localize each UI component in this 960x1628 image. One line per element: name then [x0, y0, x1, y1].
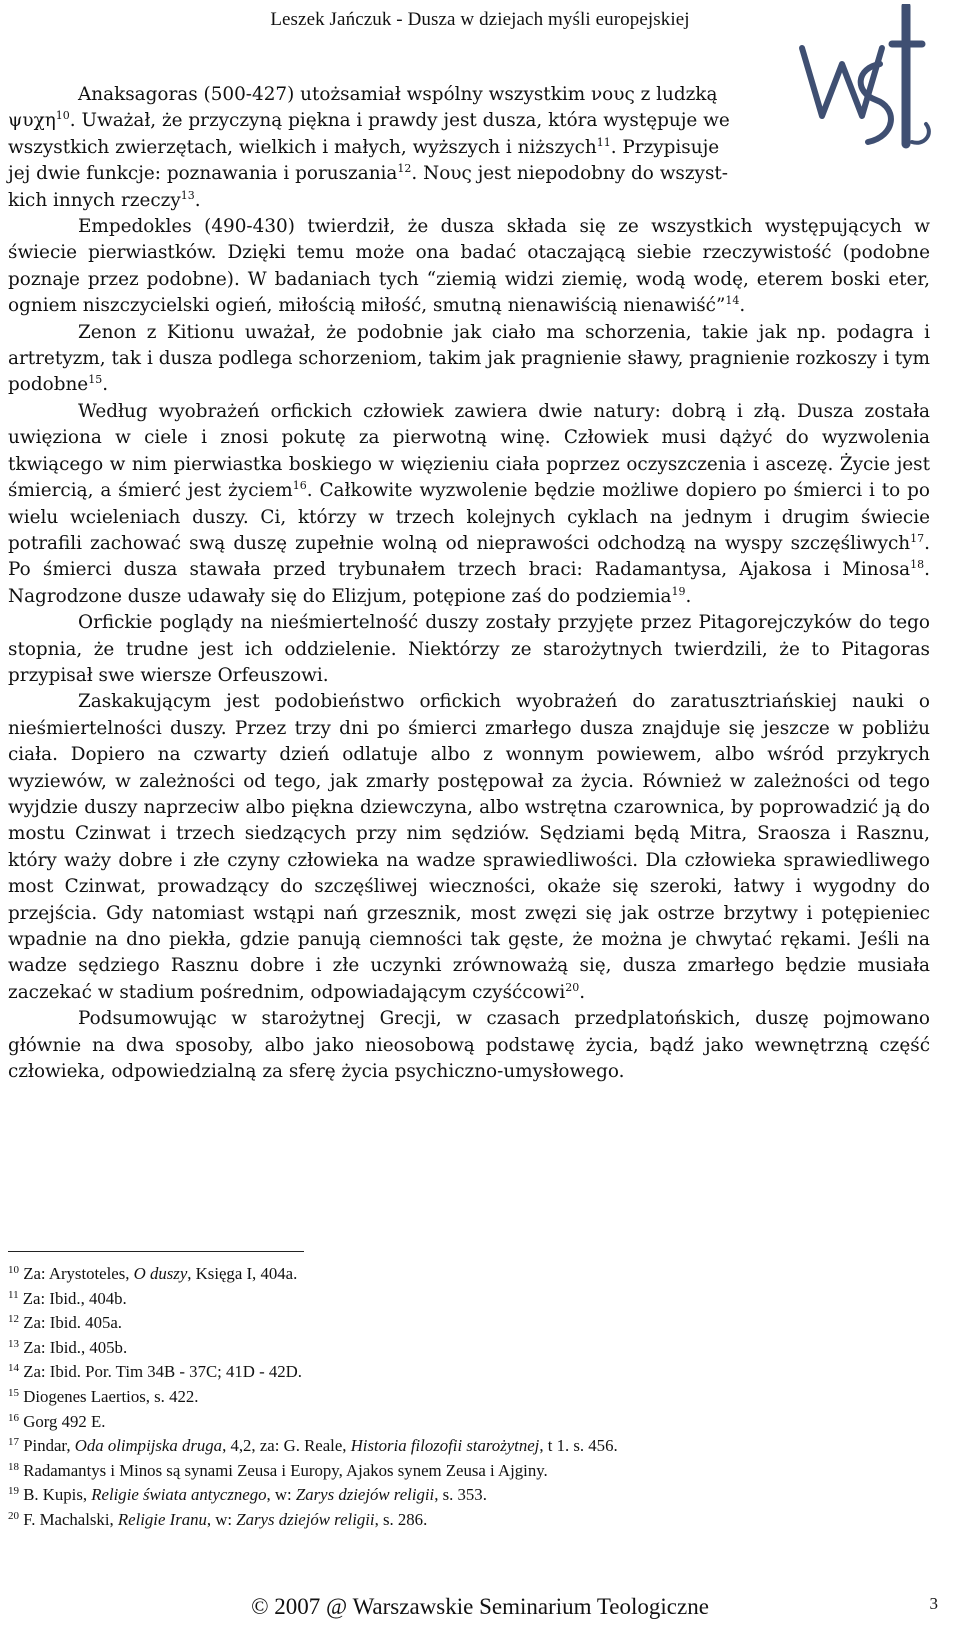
text-segment: . [194, 189, 201, 211]
footnote-number: 10 [8, 1264, 19, 1276]
footnote-text: Za: Ibid. 405a. [23, 1313, 122, 1333]
footnote-number: 19 [8, 1485, 19, 1498]
text-segment: . Nagrodzone dusze udawały się do Elizjum, potępione zaś do podziemia [8, 559, 930, 607]
footnote-ref: 10 [55, 109, 70, 123]
footnote-text: Gorg 492 E. [23, 1411, 106, 1431]
footnote-text: , s. 286. [374, 1509, 428, 1529]
text-segment: . [579, 981, 586, 1003]
footnote-number: 14 [8, 1362, 19, 1375]
footnote [8, 1483, 928, 1508]
text-segment: Według wyobrażeń orfickich człowiek zawiera dwie natury: dobrą i złą. Dusza została uwięziona w ciele i znosi pokutę za pierwotną winę. Człowiek musi dążyć do wyzwolenia tkwiącego w nim pierwiastka boskiego w więzieniu ciała poprzez oczyszczenia i ascezę. Życie jest śmiercią, a śmierć jest życiem [8, 400, 930, 502]
footnote-number: 11 [8, 1288, 19, 1301]
text-segment: . [102, 374, 109, 396]
paragraph-empedokles [8, 214, 930, 320]
text-segment: . Przypisuje [610, 136, 720, 158]
running-header: Leszek Jańczuk - Dusza w dziejach myśli europejskiej [270, 9, 690, 30]
text-segment: Podsumowując w starożytnej Grecji, w czasach przedplatońskich, duszę pojmowano głównie na dwa sposoby, albo jako nieosobową podstawę życia, bądź jako wewnętrzną część człowieka, odpowiedzialną za sferę życia psychiczno-umysłowego. [8, 1008, 930, 1083]
text-segment: . [685, 585, 692, 607]
paragraph-orfickie-wyobrazenia [8, 399, 930, 610]
footnote [8, 1262, 928, 1287]
text-segment: Empedokles (490-430) twierdził, że dusza składa się ze wszystkich występujących w świecie pierwiastków. Dzięki temu może ona badać otaczającą siebie rzeczywistość (podobne poznaje przez podobne). W badaniach tych “ziemią widzi ziemię, wodą wodę, eterem boski eter, ogniem niszczycielski ogień, miłością miłość, smutną nienawiścią nienawiść” [8, 216, 930, 317]
footnote-separator [8, 1251, 304, 1252]
paragraph-anaksagoras-line1 [8, 82, 794, 108]
footnote-text: , w: [266, 1485, 296, 1505]
footnote-text: , s. 353. [434, 1485, 487, 1505]
footnote-title: Oda olimpijska druga [74, 1436, 223, 1456]
paragraph-zenon [8, 320, 930, 399]
footnote-number: 13 [8, 1337, 19, 1350]
footnote-text: Za: Ibid., 405b. [23, 1337, 128, 1357]
footnote-number: 15 [8, 1386, 19, 1399]
footnote-number: 17 [8, 1436, 19, 1449]
footnote-number: 18 [8, 1460, 19, 1473]
greek-word: ψυχη [8, 110, 56, 132]
paragraph-anaksagoras [8, 108, 792, 214]
footnote-title: Zarys dziejów religii [236, 1509, 375, 1529]
footnote [8, 1311, 928, 1336]
footnote [8, 1434, 928, 1459]
text-segment: . Po śmierci dusza stawała przed trybunałem trzech braci: Radamantysa, Ajakosa i Minosa [8, 532, 930, 581]
footnote [8, 1287, 928, 1312]
text-segment: jej dwie funkcje: poznawania i poruszania [8, 163, 398, 185]
footnote-text: F. Machalski, [23, 1509, 118, 1529]
footnote-ref: 15 [88, 373, 103, 387]
paragraph-podsumowanie [8, 1006, 930, 1085]
footnote-number: 16 [8, 1411, 19, 1424]
footnote-text: Za: Ibid. Por. Tim 34B - 37C; 41D - 42D. [23, 1362, 302, 1382]
page-number: 3 [929, 1594, 938, 1613]
footnote-ref: 14 [725, 294, 740, 308]
text-segment: . Uważał, że przyczyną piękna i prawdy jest dusza, która występuje we [69, 110, 730, 132]
paragraph-pitagorejczycy [8, 610, 930, 689]
text-segment: . Νους jest niepodobny do wszyst- [411, 163, 728, 185]
footnote-title: Historia filozofii starożytnej [350, 1436, 540, 1456]
footnote-ref: 16 [292, 479, 307, 493]
footnote-text: Radamantys i Minos są synami Zeusa i Europy, Ajakos synem Zeusa i Ajginy. [23, 1460, 548, 1480]
text-segment: kich innych rzeczy [8, 189, 181, 211]
text-segment: . [739, 295, 746, 317]
footnote-text: , w: [206, 1509, 237, 1529]
footnote [8, 1336, 928, 1361]
footnote-text: , 4,2, za: G. Reale, [222, 1436, 351, 1456]
footnote [8, 1360, 928, 1385]
footnote-title: Religie świata antycznego [91, 1485, 267, 1505]
footnote-ref: 20 [565, 980, 580, 994]
footnote-ref: 11 [596, 135, 611, 149]
footnote-text: Diogenes Laertios, s. 422. [23, 1386, 199, 1406]
footnote-title: Zarys dziejów religii [295, 1485, 435, 1505]
footnote [8, 1508, 928, 1533]
footnote-ref: 12 [397, 162, 412, 176]
footnote [8, 1385, 928, 1410]
footnote-ref: 19 [671, 584, 686, 598]
page-footer: © 2007 @ Warszawskie Seminarium Teologiczne [251, 1594, 709, 1619]
footnote-ref: 18 [910, 558, 925, 572]
text-segment: Orfickie poglądy na nieśmiertelność duszy zostały przyjęte przez Pitagorejczyków do tego stopnia, że trudne jest ich oddzielenie. Niektórzy ze starożytnych twierdzili, że to Pitagoras przypisał swe wiersze Orfeuszowi. [8, 612, 930, 686]
footnote-text: Za: Ibid., 404b. [22, 1288, 127, 1308]
footnote [8, 1410, 928, 1435]
footnote-title: O duszy [133, 1264, 188, 1283]
main-text [8, 82, 930, 1085]
paragraph-zaratusztrianizm [8, 689, 930, 1006]
footnote-text: Za: Arystoteles, [23, 1264, 134, 1283]
footnote-ref: 17 [910, 531, 925, 545]
footnote-ref: 13 [180, 188, 195, 202]
footnotes [8, 1262, 928, 1533]
text-segment: wszystkich zwierzętach, wielkich i małych, wyższych i niższych [8, 136, 597, 158]
text-segment: . Całkowite wyzwolenie będzie możliwe dopiero po śmierci i to po wielu wcieleniach duszy. Ci, którzy w trzech kolejnych cyklach na jednym i drugim świecie potrafili zachować swą duszę zupełnie wolną od nieprawości odchodzą na wyspy szczęśliwych [8, 480, 930, 554]
footnote-number: 12 [8, 1313, 19, 1326]
footnote [8, 1459, 928, 1484]
footnote-text: Pindar, [23, 1436, 75, 1456]
text-segment: Zaskakującym jest podobieństwo orfickich wyobrażeń do zaratusztriańskiej nauki o nieśmiertelności duszy. Przez trzy dni po śmierci zmarłego dusza znajduje się jeszcze w pobliżu ciała. Dopiero na czwarty dzień odlatuje albo z wonnym powiewem, albo wśród przykrych wyziewów, w zależności od tego, jak zmarły postępował za życia. Również w zależności od tego wyjdzie duszy naprzeciw albo piękna dziewczyna, albo wstrętna czarownica, by poprowadzić ją do mostu Czinwat i trzech siedzących przy nim sędziów. Sędziami będą Mitra, Sraosza i Rasznu, który waży dobre i złe czyny człowieka na wadze sprawiedliwości. Dla człowieka sprawiedliwego most Czinwat, prowadzący do szczęśliwej wieczności, okaże się szeroki, łatwy i wygodny do przejścia. Gdy natomiast wstąpi nań grzesznik, most zwęzi się jak ostrze brzytwy i potępieniec wpadnie na dno piekła, gdzie panują ciemności tak gęste, że można je chwytać rękami. Jeśli na wadze sędziego Rasznu dobre i złe uczynki zrównoważą się, dusza zmarłego będzie musiała zaczekać w stadium pośrednim, odpowiadającym czyśćcowi [8, 691, 930, 1003]
text-line: Anaksagoras (500-427) utożsamiał wspólny wszystkim νους z ludzką [78, 84, 718, 105]
footnote-number: 20 [8, 1509, 19, 1522]
footnote-title: Religie Iranu [117, 1509, 207, 1529]
text-segment: Zenon z Kitionu uważał, że podobnie jak ciało ma schorzenia, takie jak np. podagra i artretyzm, tak i dusza podlega schorzeniom, takim jak pragnienie sławy, pragnienie rozkoszy i tym podobne [8, 321, 930, 396]
footnote-text: , Księga I, 404a. [187, 1264, 298, 1283]
footnote-text: , t 1. s. 456. [539, 1436, 618, 1456]
footnote-text: B. Kupis, [23, 1485, 92, 1505]
